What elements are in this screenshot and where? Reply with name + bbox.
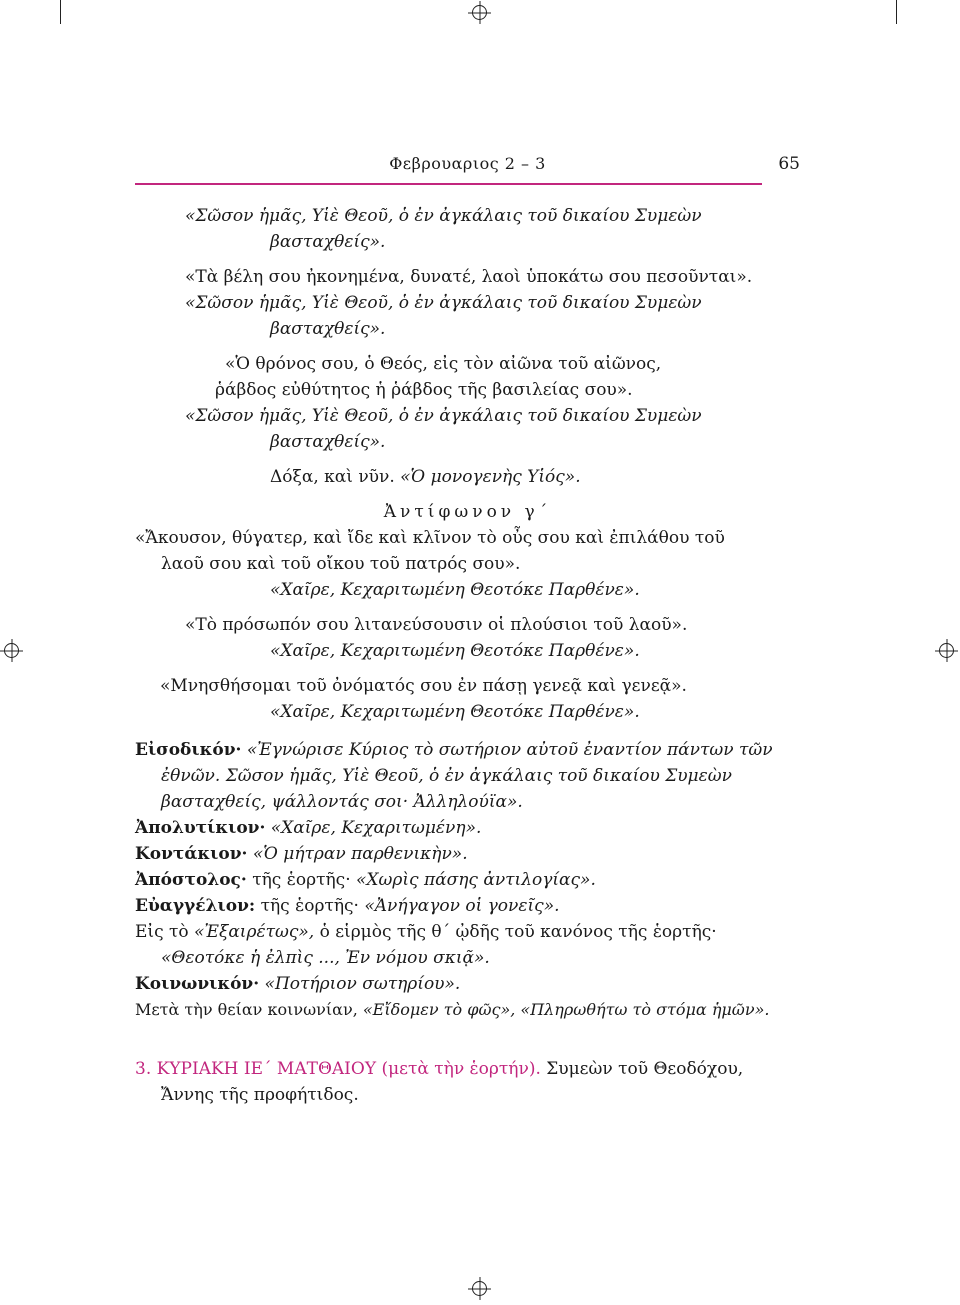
rubric-text: «Ἐγνώρισε Κύριος τὸ σωτήριον αὐτοῦ ἐναντίον πάντων τῶν ἐθνῶν. Σῶσον ἡμᾶς, Υἱὲ Θεοῦ, ὁ ἐν ἀγκάλαις τοῦ δικαίου Συμεὼν βασταχθείς, ψάλλοντάς σοι· Ἀλληλούϊα». <box>161 740 773 812</box>
verse-line: «Ὁ θρόνος σου, ὁ Θεός, εἰς τὸν αἰῶνα τοῦ αἰῶνος, <box>225 354 662 374</box>
page-number: 65 <box>778 154 800 174</box>
section-text: Συμεὼν τοῦ Θεοδόχου, Ἄννης τῆς προφήτιδος. <box>161 1059 744 1105</box>
verse-line: «Τὸ πρόσωπόν σου λιτανεύσουσιν οἱ πλούσιοι τοῦ λαοῦ». <box>185 615 688 635</box>
rubric-label: Εἰσοδικόν· <box>135 740 242 760</box>
rubric-pre: τῆς ἑορτῆς· <box>252 870 351 890</box>
refrain-line: «Χαῖρε, Κεχαριτωμένη Θεοτόκε Παρθένε». <box>270 580 640 600</box>
rubric-text: «Ἐξαιρέτως», <box>194 922 315 942</box>
verse-line: ῥάβδος εὐθύτητος ἡ ῥάβδος τῆς βασιλείας σου». <box>215 380 633 400</box>
verse-line: «Ἄκουσον, θύγατερ, καὶ ἴδε καὶ κλῖνον τὸ οὖς σου καὶ ἐπιλάθου τοῦ <box>135 528 725 548</box>
registration-mark-icon <box>472 5 487 20</box>
rubric-label: Εὐαγγέλιον: <box>135 896 256 916</box>
crop-mark <box>896 0 897 24</box>
rubric-label: Κοντάκιον· <box>135 844 248 864</box>
doxology <box>270 464 800 490</box>
crop-mark <box>60 0 61 24</box>
refrain-line: «Χαῖρε, Κεχαριτωμένη Θεοτόκε Παρθένε». <box>270 702 640 722</box>
rubric-text: «Χαῖρε, Κεχαριτωμένη». <box>270 818 482 838</box>
verse-block <box>135 264 800 290</box>
apostolos <box>135 867 800 893</box>
verse-block <box>135 290 800 342</box>
eisodikon <box>135 737 800 815</box>
verse-line: βασταχθείς». <box>270 432 386 452</box>
doxology-hymn: «Ὁ μονογενὴς Υἱός». <box>400 467 581 487</box>
registration-mark-icon <box>472 1281 487 1296</box>
verse-line: «Μνησθήσομαι τοῦ ὀνόματός σου ἐν πάσῃ γενεᾷ καὶ γενεᾷ». <box>160 676 687 696</box>
section-entry <box>135 1056 800 1108</box>
verse-block <box>135 203 800 255</box>
verse-line: «Σῶσον ἡμᾶς, Υἱὲ Θεοῦ, ὁ ἐν ἀγκάλαις τοῦ δικαίου Συμεὼν <box>185 293 702 313</box>
koinonikon <box>135 971 800 997</box>
rubric-label: Ἀπολυτίκιον· <box>135 818 266 838</box>
antiphon-verse <box>135 525 800 603</box>
rubric-text: «Ποτήριον σωτηρίου». <box>264 974 461 994</box>
verse-line: «Σῶσον ἡμᾶς, Υἱὲ Θεοῦ, ὁ ἐν ἀγκάλαις τοῦ δικαίου Συμεὼν <box>185 406 702 426</box>
verse-block <box>135 351 800 403</box>
rubric-pre: τῆς ἑορτῆς· <box>260 896 359 916</box>
page-body <box>135 203 800 1108</box>
running-title: Φεβρουαριος 2 – 3 <box>389 154 546 173</box>
verse-line: «Τὰ βέλη σου ἠκονημένα, δυνατέ, λαοὶ ὑποκάτω σου πεσοῦνται». <box>185 267 753 287</box>
rubric-mid: ὁ εἱρμὸς τῆς θ΄ ᾠδῆς τοῦ κανόνος τῆς ἑορτῆς· <box>319 922 717 942</box>
rubric-text: «Ἀνήγαγον οἱ γονεῖς». <box>364 896 560 916</box>
rubric-text: «Εἴδομεν τὸ φῶς», «Πληρωθήτω τὸ στόμα ἡμῶν». <box>362 1000 770 1019</box>
rubric-text: «Ὁ μήτραν παρθενικὴν». <box>252 844 468 864</box>
verse-line: λαοῦ σου καὶ τοῦ οἴκου τοῦ πατρός σου». <box>161 554 521 574</box>
rubric-pre: Εἰς τὸ <box>135 922 189 942</box>
kontakion <box>135 841 800 867</box>
verse-line: βασταχθείς». <box>270 319 386 339</box>
rubric-label: Ἀπόστολος· <box>135 870 247 890</box>
verse-line: «Σῶσον ἡμᾶς, Υἱὲ Θεοῦ, ὁ ἐν ἀγκάλαις τοῦ δικαίου Συμεὼν <box>185 206 702 226</box>
registration-mark-icon <box>939 643 954 658</box>
verse-line: βασταχθείς». <box>270 232 386 252</box>
antiphon-verse <box>135 612 800 664</box>
doxology-text: Δόξα, καὶ νῦν. <box>270 467 395 487</box>
refrain-line: «Χαῖρε, Κεχαριτωμένη Θεοτόκε Παρθένε». <box>270 641 640 661</box>
antiphon-verse <box>135 673 800 725</box>
page-header <box>135 154 800 180</box>
header-rule <box>135 183 762 185</box>
post-communion <box>135 997 800 1023</box>
antiphon-heading: Ἀντίφωνον γ΄ <box>383 502 552 522</box>
rubric-text: «Θεοτόκε ἡ ἐλπὶς ..., Ἐν νόμου σκιᾷ». <box>161 948 490 968</box>
rubric-text: «Χωρὶς πάσης ἀντιλογίας». <box>356 870 596 890</box>
evangelion <box>135 893 800 919</box>
section-heading: 3. ΚΥΡΙΑΚΗ ΙΕ΄ ΜΑΤΘΑΙΟΥ (μετὰ τὴν ἑορτήν). <box>135 1059 541 1079</box>
apolytikion <box>135 815 800 841</box>
verse-block <box>135 403 800 455</box>
registration-mark-icon <box>4 643 19 658</box>
exairetos <box>135 919 800 971</box>
rubric-label: Κοινωνικόν· <box>135 974 260 994</box>
rubric-pre: Μετὰ τὴν θείαν κοινωνίαν, <box>135 1000 358 1019</box>
